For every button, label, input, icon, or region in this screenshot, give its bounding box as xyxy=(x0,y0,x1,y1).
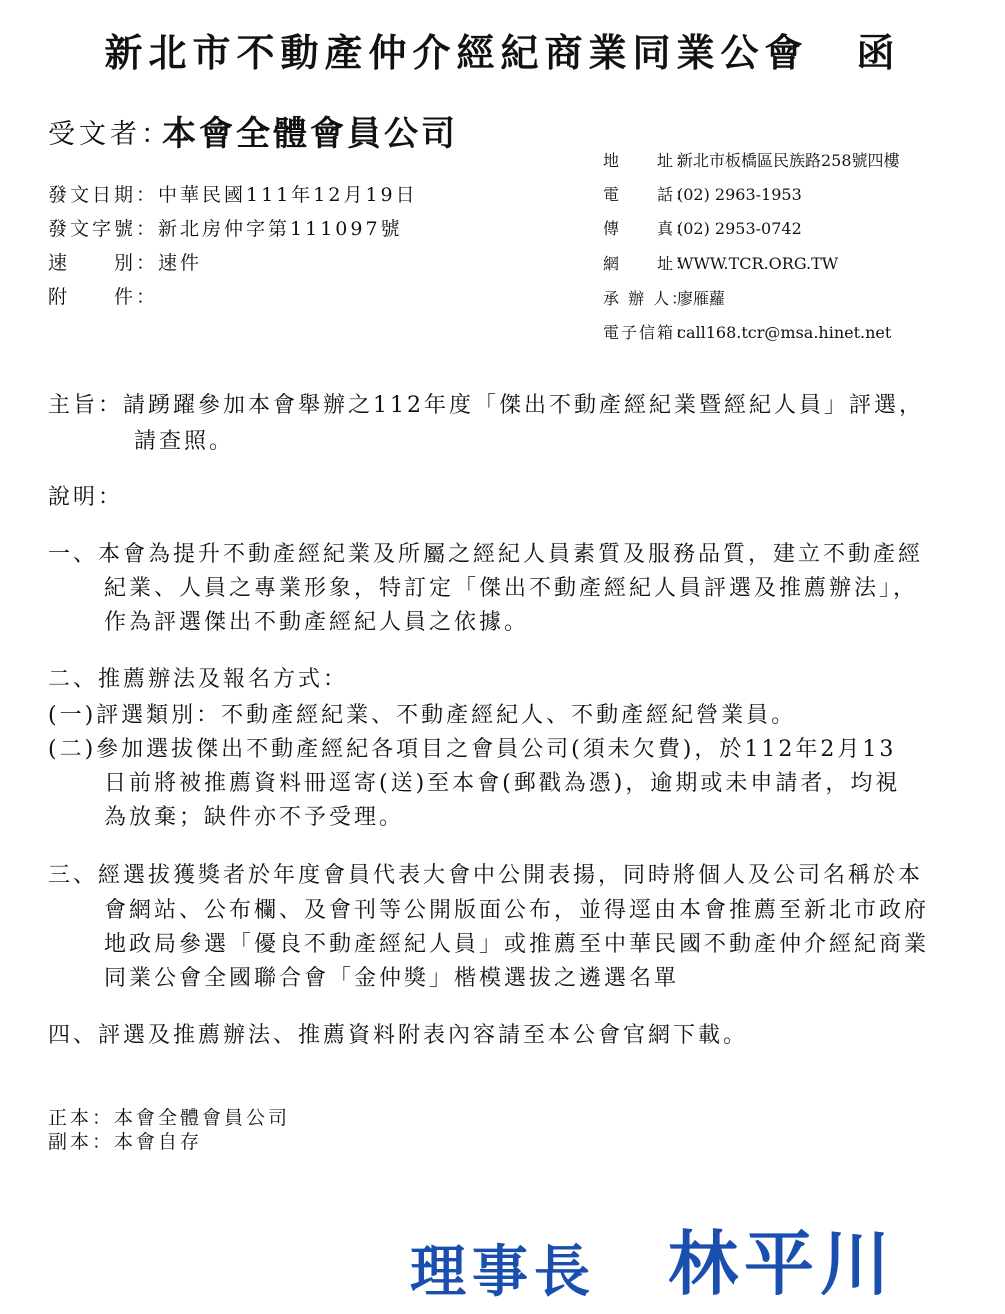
recipient-value: 本會全體會員公司 xyxy=(162,114,458,154)
meta-speed xyxy=(48,248,202,275)
distribution-original: 正本：本會全體會員公司 xyxy=(48,1107,291,1129)
item-one-line-1: 一、本會為提升不動產經紀業及所屬之經紀人員素質及服務品質，建立不動產經 xyxy=(48,542,924,567)
item-two-heading: 二、推薦辦法及報名方式： xyxy=(48,667,349,692)
item-two-sub-2-line-1: (二)參加選拔傑出不動產經紀各項目之會員公司(須未欠費)，於112年2月13 xyxy=(48,737,897,762)
contact-handler xyxy=(603,286,725,309)
contact-fax-label: 傳 真： xyxy=(603,219,694,238)
explanation-heading: 說明： xyxy=(48,485,124,510)
contact-address-value: 新北市板橋區民族路258號四樓 xyxy=(677,151,900,170)
contact-phone-label: 電 話： xyxy=(603,185,694,204)
meta-number-label: 發文字號： xyxy=(48,218,159,240)
item-four: 四、評選及推薦辦法、推薦資料附表內容請至本公會官網下載。 xyxy=(48,1023,749,1048)
meta-attachment xyxy=(48,282,158,309)
meta-number xyxy=(48,214,403,241)
meta-speed-label: 速 別： xyxy=(48,252,159,274)
contact-website-label: 網 址： xyxy=(603,254,694,273)
contact-website xyxy=(603,251,838,274)
meta-attachment-label: 附 件： xyxy=(48,286,159,308)
document-title xyxy=(0,22,1005,77)
contact-phone-value: (02) 2963-1953 xyxy=(677,185,802,204)
meta-speed-value: 速件 xyxy=(158,252,203,274)
distribution-copy: 副本：本會自存 xyxy=(48,1131,203,1153)
contact-address xyxy=(603,148,900,171)
title-text: 新北市不動產仲介經紀商業同業公會 xyxy=(104,30,809,75)
title-suffix: 函 xyxy=(856,30,901,75)
contact-address-label: 地 址： xyxy=(603,151,694,170)
signature-name: 林平川 xyxy=(668,1223,896,1305)
recipient-label: 受文者： xyxy=(48,119,172,150)
item-two-sub-1: (一)評選類別：不動產經紀業、不動產經紀人、不動產經紀營業員。 xyxy=(48,703,797,728)
contact-fax xyxy=(603,216,802,239)
item-three-line-3: 地政局參選「優良不動產經紀人員」或推薦至中華民國不動產仲介經紀商業 xyxy=(104,932,930,957)
contact-handler-value: 廖雁蘿 xyxy=(677,289,726,308)
meta-date-value: 中華民國111年12月19日 xyxy=(158,184,418,206)
subject-line-2: 請查照。 xyxy=(134,429,235,454)
subject-line-1: 主旨：請踴躍參加本會舉辦之112年度「傑出不動產經紀業暨經紀人員」評選， xyxy=(48,393,924,418)
contact-phone xyxy=(603,182,802,205)
contact-handler-label: 承 辦 人： xyxy=(603,289,690,308)
contact-fax-value: (02) 2953-0742 xyxy=(677,219,802,238)
signature-title: 理事長 xyxy=(410,1240,596,1305)
meta-date xyxy=(48,180,418,207)
contact-email-value: call168.tcr@msa.hinet.net xyxy=(677,323,892,342)
item-three-line-4: 同業公會全國聯合會「金仲獎」楷模選拔之遴選名單 xyxy=(104,966,680,991)
item-one-line-3: 作為評選傑出不動產經紀人員之依據。 xyxy=(104,610,530,635)
meta-date-label: 發文日期： xyxy=(48,184,159,206)
contact-website-value: WWW.TCR.ORG.TW xyxy=(677,254,839,273)
meta-number-value: 新北房仲字第111097號 xyxy=(158,218,403,240)
item-three-line-2: 會網站、公布欄、及會刊等公開版面公布，並得逕由本會推薦至新北市政府 xyxy=(104,898,930,923)
contact-email xyxy=(603,320,891,343)
contact-email-label: 電子信箱： xyxy=(603,323,694,342)
item-one-line-2: 紀業、人員之專業形象，特訂定「傑出不動產經紀人員評選及推薦辦法」， xyxy=(104,576,919,601)
item-two-sub-2-line-3: 為放棄；缺件亦不予受理。 xyxy=(104,805,405,830)
item-three-line-1: 三、經選拔獲獎者於年度會員代表大會中公開表揚，同時將個人及公司名稱於本 xyxy=(48,863,924,888)
item-two-sub-2-line-2: 日前將被推薦資料冊逕寄(送)至本會(郵戳為憑)，逾期或未申請者，均視 xyxy=(104,771,901,796)
